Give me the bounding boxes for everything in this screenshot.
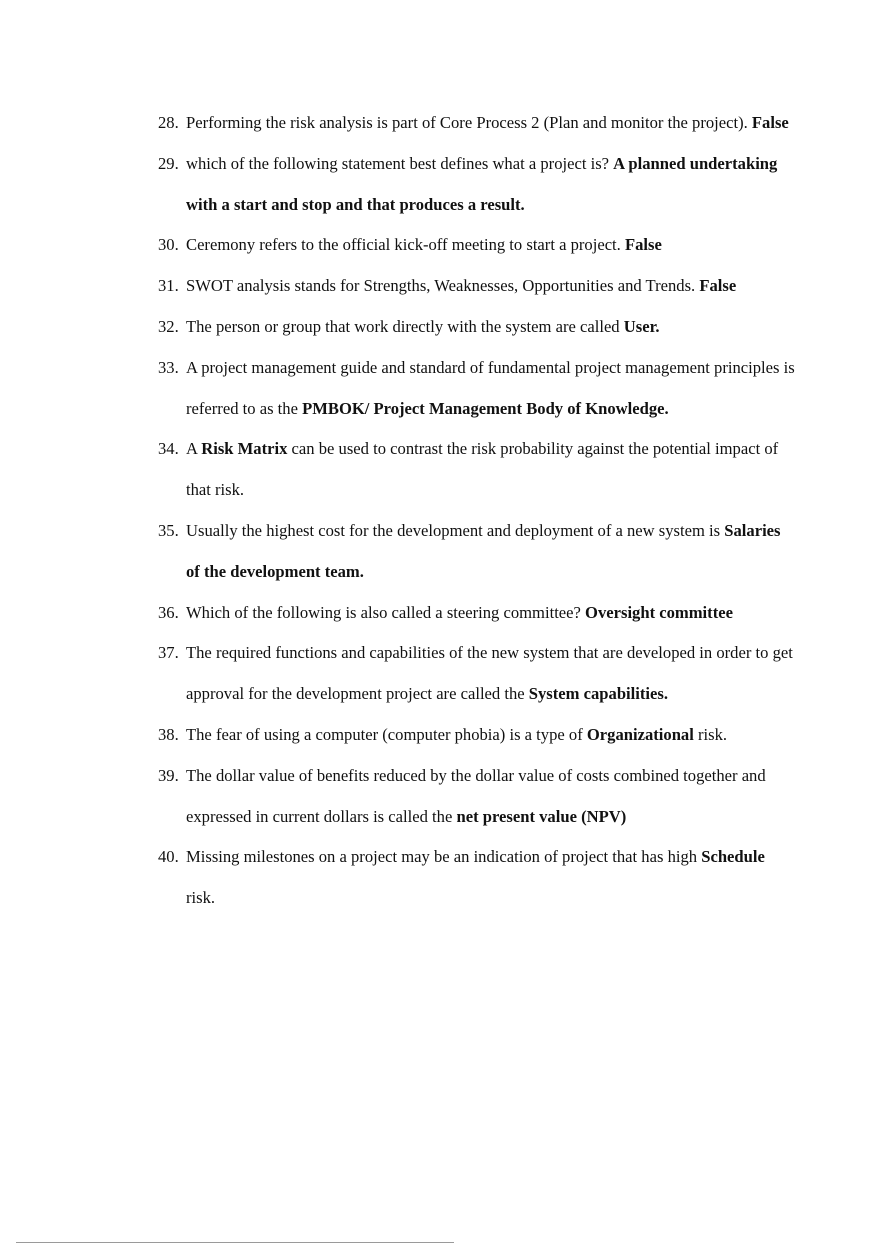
question-prompt: Performing the risk analysis is part of Core Process 2 (Plan and monitor the project). xyxy=(186,113,752,132)
question-item xyxy=(158,633,798,715)
question-item xyxy=(158,266,798,307)
question-number: 28. xyxy=(158,113,179,132)
question-prompt: which of the following statement best defines what a project is? xyxy=(186,153,614,173)
question-item xyxy=(158,715,798,756)
question-number: 37. xyxy=(158,643,179,663)
question-answer: Schedule xyxy=(701,847,765,867)
question-prompt: Usually the highest cost for the development and deployment of a new system is xyxy=(186,520,725,540)
question-answer: PMBOK/ Project Management Body of Knowledge. xyxy=(302,398,669,418)
question-prompt: The fear of using a computer (computer phobia) is a type of xyxy=(186,724,587,744)
question-answer: Risk Matrix xyxy=(201,439,288,459)
question-answer: Oversight committee xyxy=(585,602,733,622)
question-item xyxy=(158,144,798,226)
question-number: 36. xyxy=(158,602,179,622)
footnote-separator-line xyxy=(16,1242,454,1243)
question-number: 34. xyxy=(158,439,179,459)
question-answer: Salaries of the development team. xyxy=(186,520,781,581)
question-text xyxy=(186,358,795,418)
question-trailing: risk. xyxy=(693,724,728,744)
question-text xyxy=(186,847,765,907)
question-prompt: The dollar value of benefits reduced by the dollar value of costs combined together and expressed in current dollars is called the xyxy=(186,765,766,826)
question-text xyxy=(186,643,793,703)
question-number: 29. xyxy=(158,153,179,173)
question-item xyxy=(158,225,798,266)
question-text xyxy=(186,521,781,581)
question-trailing: risk. xyxy=(186,888,216,908)
question-prompt: A xyxy=(186,439,202,459)
question-text xyxy=(186,603,733,622)
question-item xyxy=(158,429,798,511)
question-prompt: Missing milestones on a project may be an indication of project that has high xyxy=(186,847,702,867)
question-number: 30. xyxy=(158,235,179,255)
question-list xyxy=(158,103,798,919)
question-item xyxy=(158,837,798,919)
question-item xyxy=(158,103,798,144)
question-item xyxy=(158,348,798,430)
question-text xyxy=(186,317,660,336)
question-prompt: A project management guide and standard of fundamental project management principles is referred to as the xyxy=(186,357,795,418)
question-text xyxy=(186,154,777,214)
question-number: 33. xyxy=(158,357,179,377)
question-answer: System capabilities. xyxy=(528,684,668,704)
question-answer: False xyxy=(624,235,662,255)
question-prompt: Which of the following is also called a steering committee? xyxy=(186,602,586,622)
question-prompt: Ceremony refers to the official kick-off meeting to start a project. xyxy=(186,235,625,255)
question-text xyxy=(186,439,778,499)
question-number: 35. xyxy=(158,520,179,540)
question-answer: net present value (NPV) xyxy=(456,806,627,826)
question-answer: Organizational xyxy=(586,724,694,744)
question-prompt: The person or group that work directly with the system are called xyxy=(186,316,624,336)
question-text xyxy=(186,725,727,744)
question-number: 32. xyxy=(158,316,179,336)
question-item xyxy=(158,756,798,838)
question-answer: A planned undertaking with a start and stop and that produces a result. xyxy=(186,153,778,214)
question-text xyxy=(186,113,789,132)
question-text xyxy=(186,766,766,826)
question-item xyxy=(158,593,798,634)
question-answer: False xyxy=(751,113,789,132)
question-number: 38. xyxy=(158,724,179,744)
question-trailing: can be used to contrast the risk probability against the potential impact of that risk. xyxy=(186,439,779,500)
question-prompt: The required functions and capabilities of the new system that are developed in order to get approval for the development project are called the xyxy=(186,643,793,704)
question-answer: False xyxy=(699,276,737,296)
question-number: 40. xyxy=(158,847,179,867)
question-item xyxy=(158,307,798,348)
question-item xyxy=(158,511,798,593)
question-prompt: SWOT analysis stands for Strengths, Weaknesses, Opportunities and Trends. xyxy=(186,276,700,296)
question-text xyxy=(186,235,662,254)
question-number: 31. xyxy=(158,276,179,296)
question-answer: User. xyxy=(623,316,660,336)
question-number: 39. xyxy=(158,765,179,785)
question-text xyxy=(186,276,736,295)
